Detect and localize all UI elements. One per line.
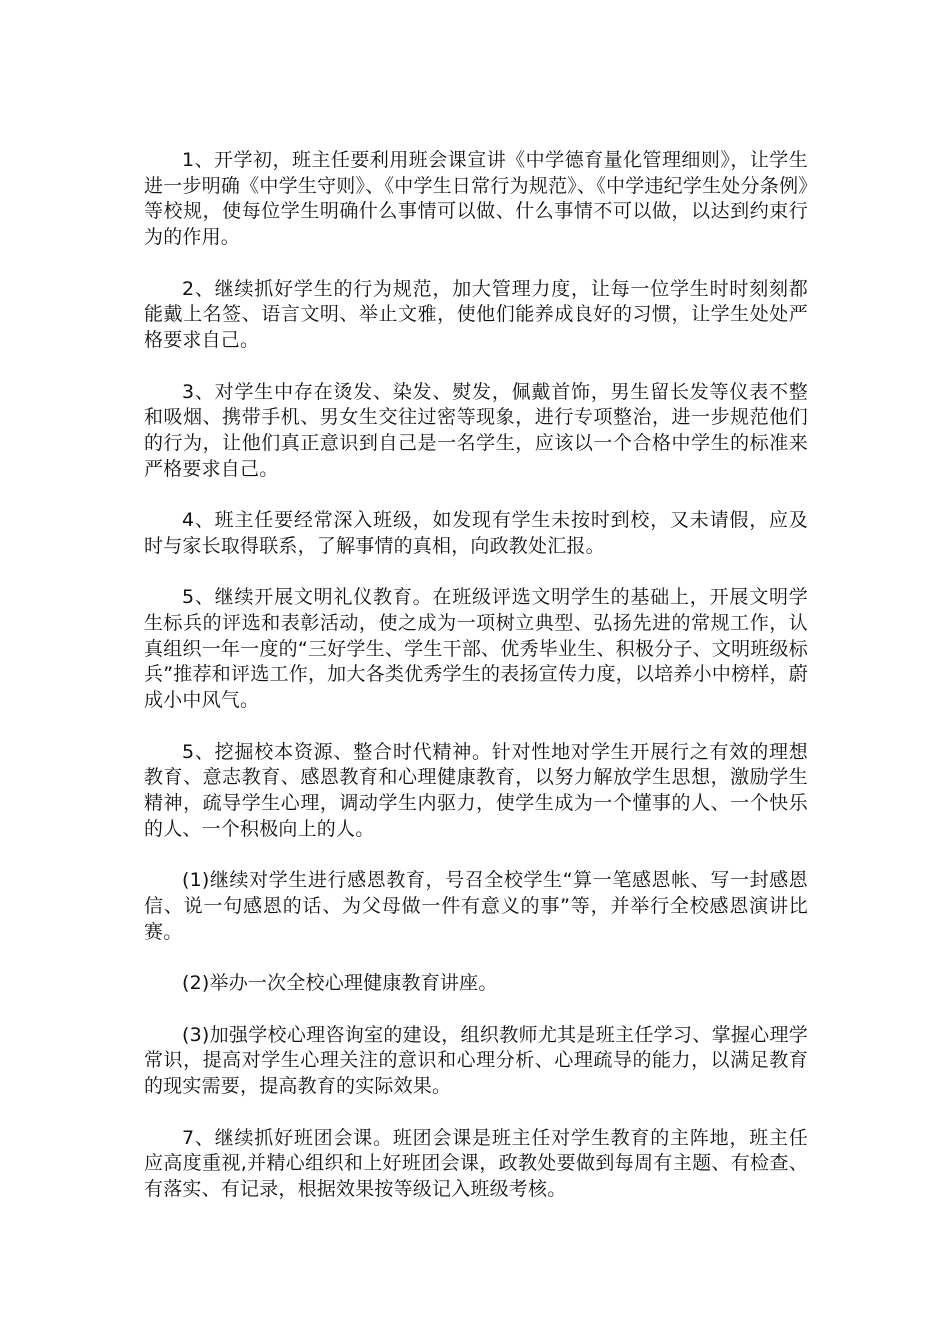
paragraph-4: 4、班主任要经常深入班级，如发现有学生未按时到校，又未请假，应及时与家长取得联系，了解事情的真相，向政教处汇报。 [144, 509, 808, 557]
sub-item-2: (2)举办一次全校心理健康教育讲座。 [182, 972, 498, 995]
paragraph-5-civility: 5、继续开展文明礼仪教育。在班级评选文明学生的基础上，开展文明学生标兵的评选和表彰活动，使之成为一项树立典型、弘扬先进的常规工作，认真组织一年一度的“三好学生、学生干部、优秀毕业生、积极分子、文明班级标兵”推荐和评选工作，加大各类优秀学生的表扬宣传力度，以培养小中榜样，蔚成小中风气。 [144, 586, 808, 712]
sub-item-1: (1)继续对学生进行感恩教育，号召全校学生“算一笔感恩帐、写一封感恩信、说一句感恩的话、为父母做一件有意义的事”等，并举行全校感恩演讲比赛。 [144, 869, 808, 943]
paragraph-5-resources: 5、挖掘校本资源、整合时代精神。针对性地对学生开展行之有效的理想教育、意志教育、感恩教育和心理健康教育，以努力解放学生思想，激励学生精神，疏导学生心理，调动学生内驱力，使学生成为一个懂事的人、一个快乐的人、一个积极向上的人。 [144, 740, 808, 840]
paragraph-2: 2、继续抓好学生的行为规范，加大管理力度，让每一位学生时时刻刻都能戴上名签、语言文明、举止文雅，使他们能养成良好的习惯，让学生处处严格要求自己。 [144, 277, 808, 352]
paragraph-3: 3、对学生中存在烫发、染发、熨发，佩戴首饰，男生留长发等仪表不整和吸烟、携带手机、男女生交往过密等现象，进行专项整治，进一步规范他们的行为，让他们真正意识到自己是一名学生，应该以一个合格中学生的标准来严格要求自己。 [144, 380, 808, 480]
sub-item-3: (3)加强学校心理咨询室的建设，组织教师尤其是班主任学习、掌握心理学常识，提高对学生心理关注的意识和心理分析、心理疏导的能力，以满足教育的现实需要，提高教育的实际效果。 [144, 1023, 808, 1098]
paragraph-7: 7、继续抓好班团会课。班团会课是班主任对学生教育的主阵地，班主任应高度重视,并精心组织和上好班团会课，政教处要做到每周有主题、有检查、有落实、有记录，根据效果按等级记入班级考核。 [144, 1126, 808, 1200]
paragraph-1: 1、开学初，班主任要利用班会课宣讲《中学德育量化管理细则》，让学生进一步明确《中学生守则》、《中学生日常行为规范》、《中学违纪学生处分条例》等校规，使每位学生明确什么事情可以做、什么事情不可以做，以达到约束行为的作用。 [144, 149, 808, 249]
document-body [144, 148, 808, 1228]
